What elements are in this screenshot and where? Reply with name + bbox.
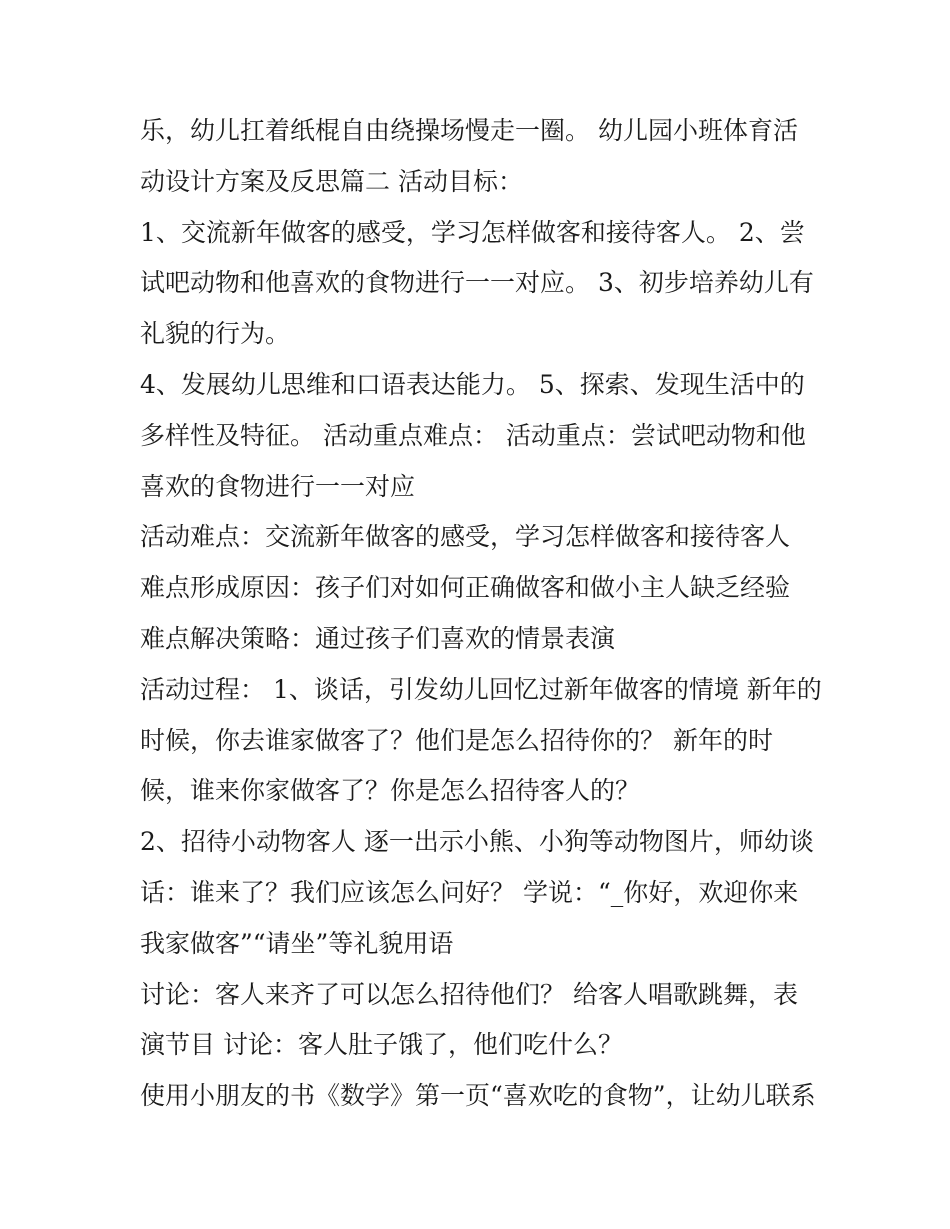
text-line: 2、招待小动物客人 逐一出示小熊、小狗等动物图片，师幼谈 [140, 827, 814, 857]
text-line: 乐，幼儿扛着纸棍自由绕操场慢走一圈。 幼儿园小班体育活 [140, 116, 798, 145]
text-line: 4、发展幼儿思维和口语表达能力。 5、探索、发现生活中的 [140, 369, 805, 399]
text-line: 试吧动物和他喜欢的食物进行一一对应。 3、初步培养幼儿有 [140, 268, 814, 298]
text-line: 演节目 讨论：客人肚子饿了，他们吃什么？ [140, 1030, 623, 1060]
text-line: 候，谁来你家做客了？你是怎么招待客人的？ [140, 776, 641, 806]
text-line: 礼貌的行为。 [140, 319, 291, 349]
text-line: 活动难点：交流新年做客的感受，学习怎样做客和接待客人 [140, 522, 791, 552]
text-line: 难点解决策略：通过孩子们喜欢的情景表演 [140, 623, 616, 653]
text-line: 讨论：客人来齐了可以怎么招待他们？ 给客人唱歌跳舞，表 [140, 979, 798, 1009]
text-line: 我家做客”“请坐”等礼貌用语 [140, 928, 454, 958]
text-line: 多样性及特征。 活动重点难点： 活动重点：尝试吧动物和他 [140, 420, 806, 450]
text-line: 动设计方案及反思篇二 活动目标： [140, 166, 523, 196]
text-line: 1、交流新年做客的感受，学习怎样做客和接待客人。 2、尝 [140, 217, 805, 247]
text-line: 使用小朋友的书《数学》第一页“喜欢吃的食物”，让幼儿联系 [140, 1081, 816, 1111]
text-line: 话：谁来了？我们应该怎么问好？ 学说：“_你好，欢迎你来 [140, 877, 799, 907]
text-line: 难点形成原因：孩子们对如何正确做客和做小主人缺乏经验 [140, 573, 791, 603]
body-text [140, 106, 820, 1122]
text-line: 活动过程： 1、谈话，引发幼儿回忆过新年做客的情境 新年的 [140, 674, 822, 704]
text-line: 时候，你去谁家做客了？他们是怎么招待你的？ 新年的时 [140, 725, 773, 755]
text-line: 喜欢的食物进行一一对应 [140, 471, 416, 501]
